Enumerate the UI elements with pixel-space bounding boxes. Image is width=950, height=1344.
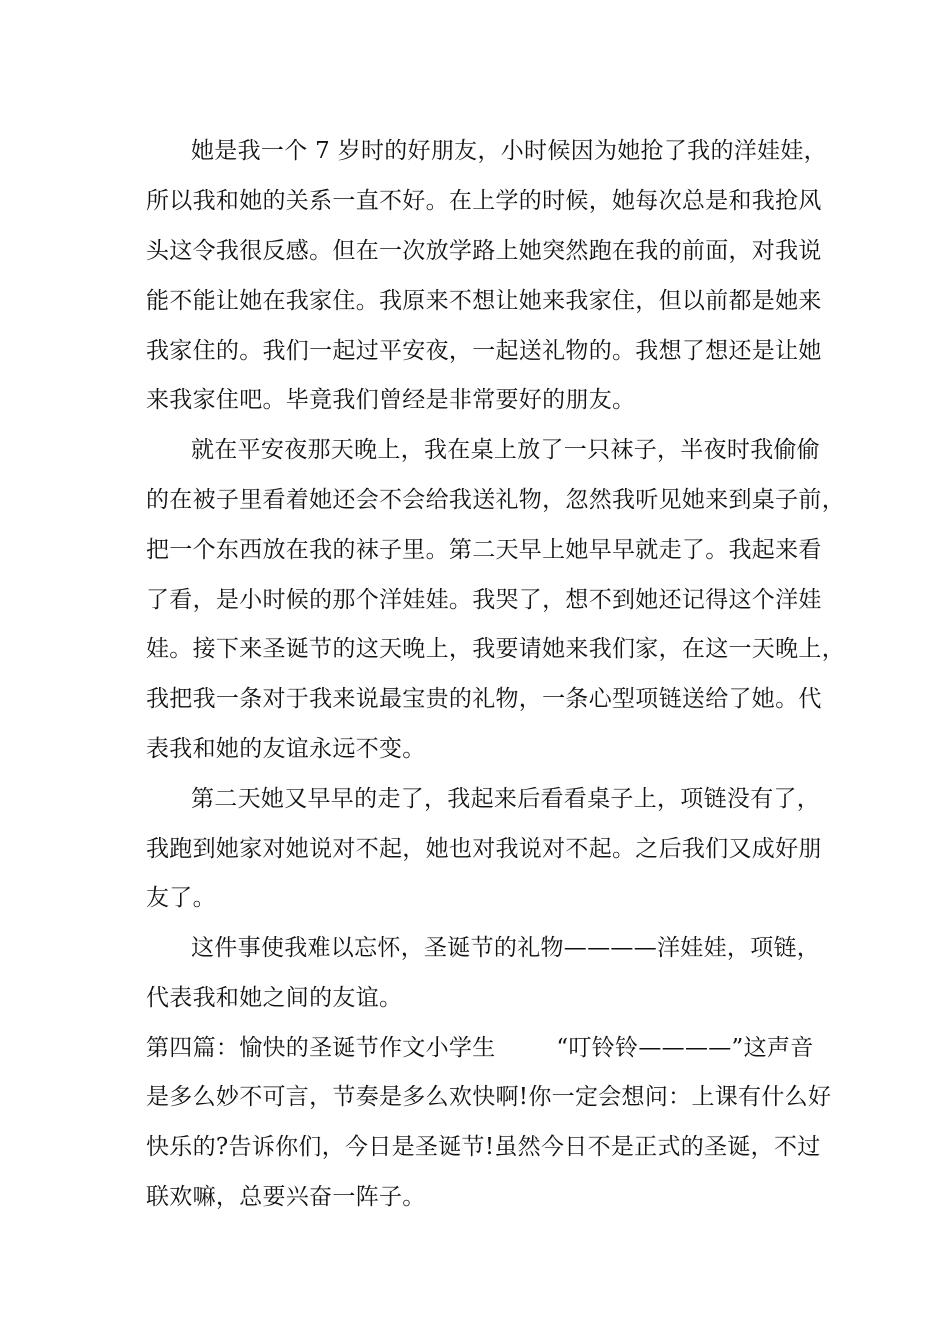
text-line: 能不能让她在我家住。我原来不想让她来我家住，但以前都是她来 <box>146 288 822 314</box>
text-line: 了看，是小时候的那个洋娃娃。我哭了，想不到她还记得这个洋娃 <box>146 587 822 613</box>
text-line: 我跑到她家对她说对不起，她也对我说对不起。之后我们又成好朋 <box>146 836 822 862</box>
text-line: 联欢嘛，总要兴奋一阵子。 <box>146 1184 426 1210</box>
text-line: 我把我一条对于我来说最宝贵的礼物，一条心型项链送给了她。代 <box>146 686 822 712</box>
text-line: 把一个东西放在我的袜子里。第二天早上她早早就走了。我起来看 <box>146 537 822 563</box>
text-line: 的在被子里看着她还会不会给我送礼物，忽然我听见她来到桌子前， <box>146 487 845 513</box>
text-line: 这件事使我难以忘怀，圣诞节的礼物————洋娃娃，项链， <box>191 935 821 961</box>
text-line: 友了。 <box>146 885 216 911</box>
text-line: 第二天她又早早的走了，我起来后看看桌子上，项链没有了， <box>191 786 821 812</box>
text-line: 来我家住吧。毕竟我们曾经是非常要好的朋友。 <box>146 387 636 413</box>
text-line: 代表我和她之间的友谊。 <box>146 985 403 1011</box>
text-line: 快乐的?告诉你们，今日是圣诞节!虽然今日不是正式的圣诞，不过 <box>146 1134 821 1160</box>
section-heading-line: 第四篇：愉快的圣诞节作文小学生 “叮铃铃————”这声音 <box>146 1035 814 1061</box>
text-line: 她是我一个 7 岁时的好朋友，小时候因为她抢了我的洋娃娃， <box>191 138 827 164</box>
text-line: 我家住的。我们一起过平安夜，一起送礼物的。我想了想还是让她 <box>146 338 822 364</box>
text-line: 娃。接下来圣诞节的这天晚上，我要请她来我们家，在这一天晚上， <box>146 636 845 662</box>
text-line: 是多么妙不可言，节奏是多么欢快啊!你一定会想问：上课有什么好 <box>146 1084 832 1110</box>
text-line: 表我和她的友谊永远不变。 <box>146 736 426 762</box>
text-line: 头这令我很反感。但在一次放学路上她突然跑在我的前面，对我说 <box>146 238 822 264</box>
text-line: 所以我和她的关系一直不好。在上学的时候，她每次总是和我抢风 <box>146 188 822 214</box>
text-line: 就在平安夜那天晚上，我在桌上放了一只袜子，半夜时我偷偷 <box>191 437 821 463</box>
